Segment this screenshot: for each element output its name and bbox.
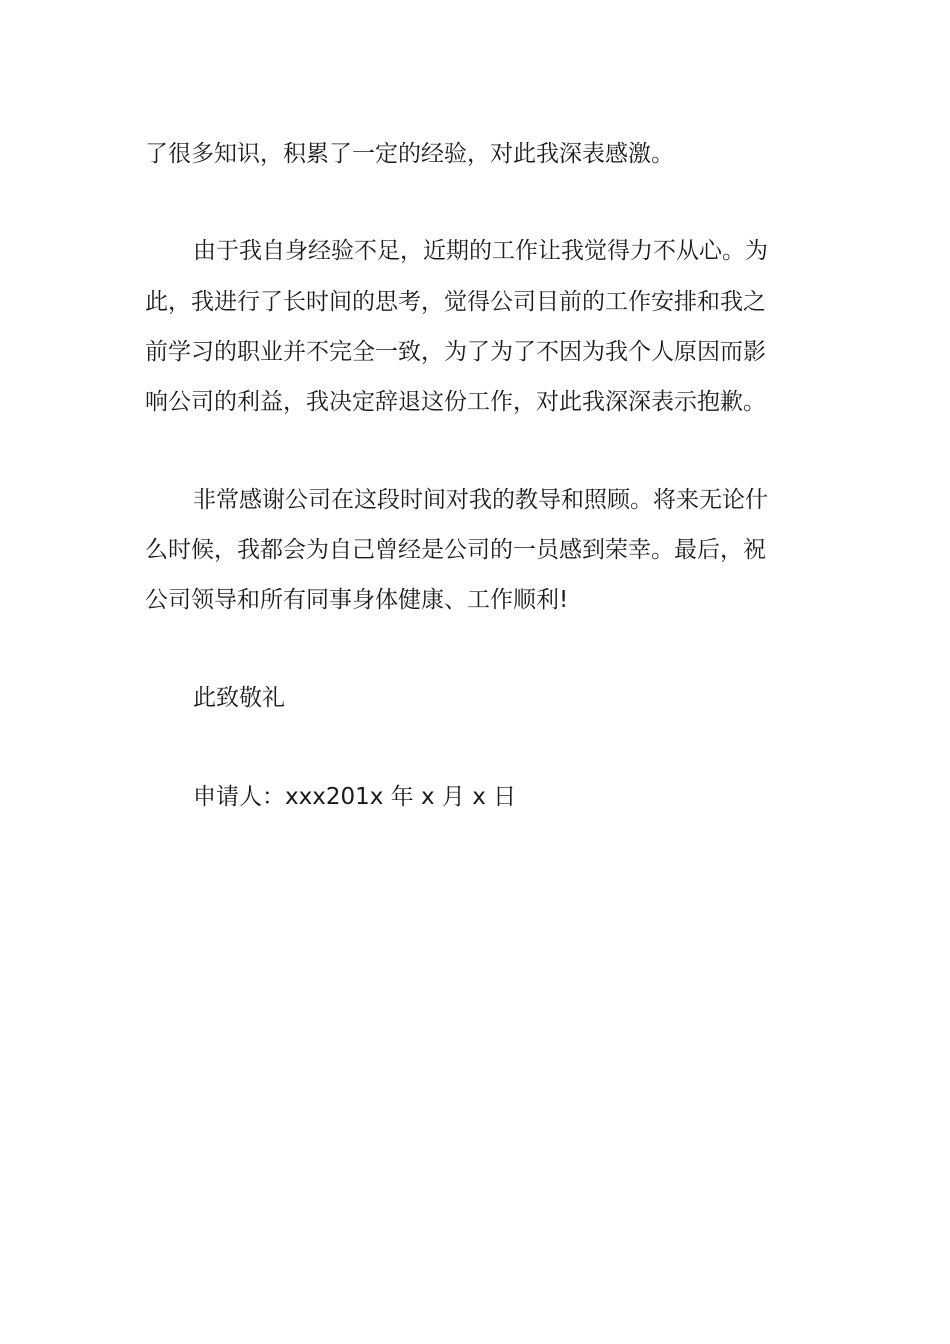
signature-line: 申请人：xxx201x 年 x 月 x 日	[193, 784, 517, 810]
paragraph-line: 前学习的职业并不完全一致，为了为了不因为我个人原因而影	[145, 339, 766, 365]
paragraph-line: 非常感谢公司在这段时间对我的教导和照顾。将来无论什	[193, 487, 768, 513]
closing-salutation: 此致敬礼	[193, 685, 285, 711]
paragraph-line: 由于我自身经验不足，近期的工作让我觉得力不从心。为	[193, 238, 768, 264]
paragraph-line: 了很多知识，积累了一定的经验，对此我深表感激。	[145, 141, 674, 167]
paragraph-line: 响公司的利益，我决定辞退这份工作，对此我深深表示抱歉。	[145, 389, 766, 415]
paragraph-line: 么时候，我都会为自己曾经是公司的一员感到荣幸。最后，祝	[145, 537, 766, 563]
paragraph-line: 公司领导和所有同事身体健康、工作顺利!	[145, 587, 569, 613]
paragraph-line: 此，我进行了长时间的思考，觉得公司目前的工作安排和我之	[145, 289, 766, 315]
